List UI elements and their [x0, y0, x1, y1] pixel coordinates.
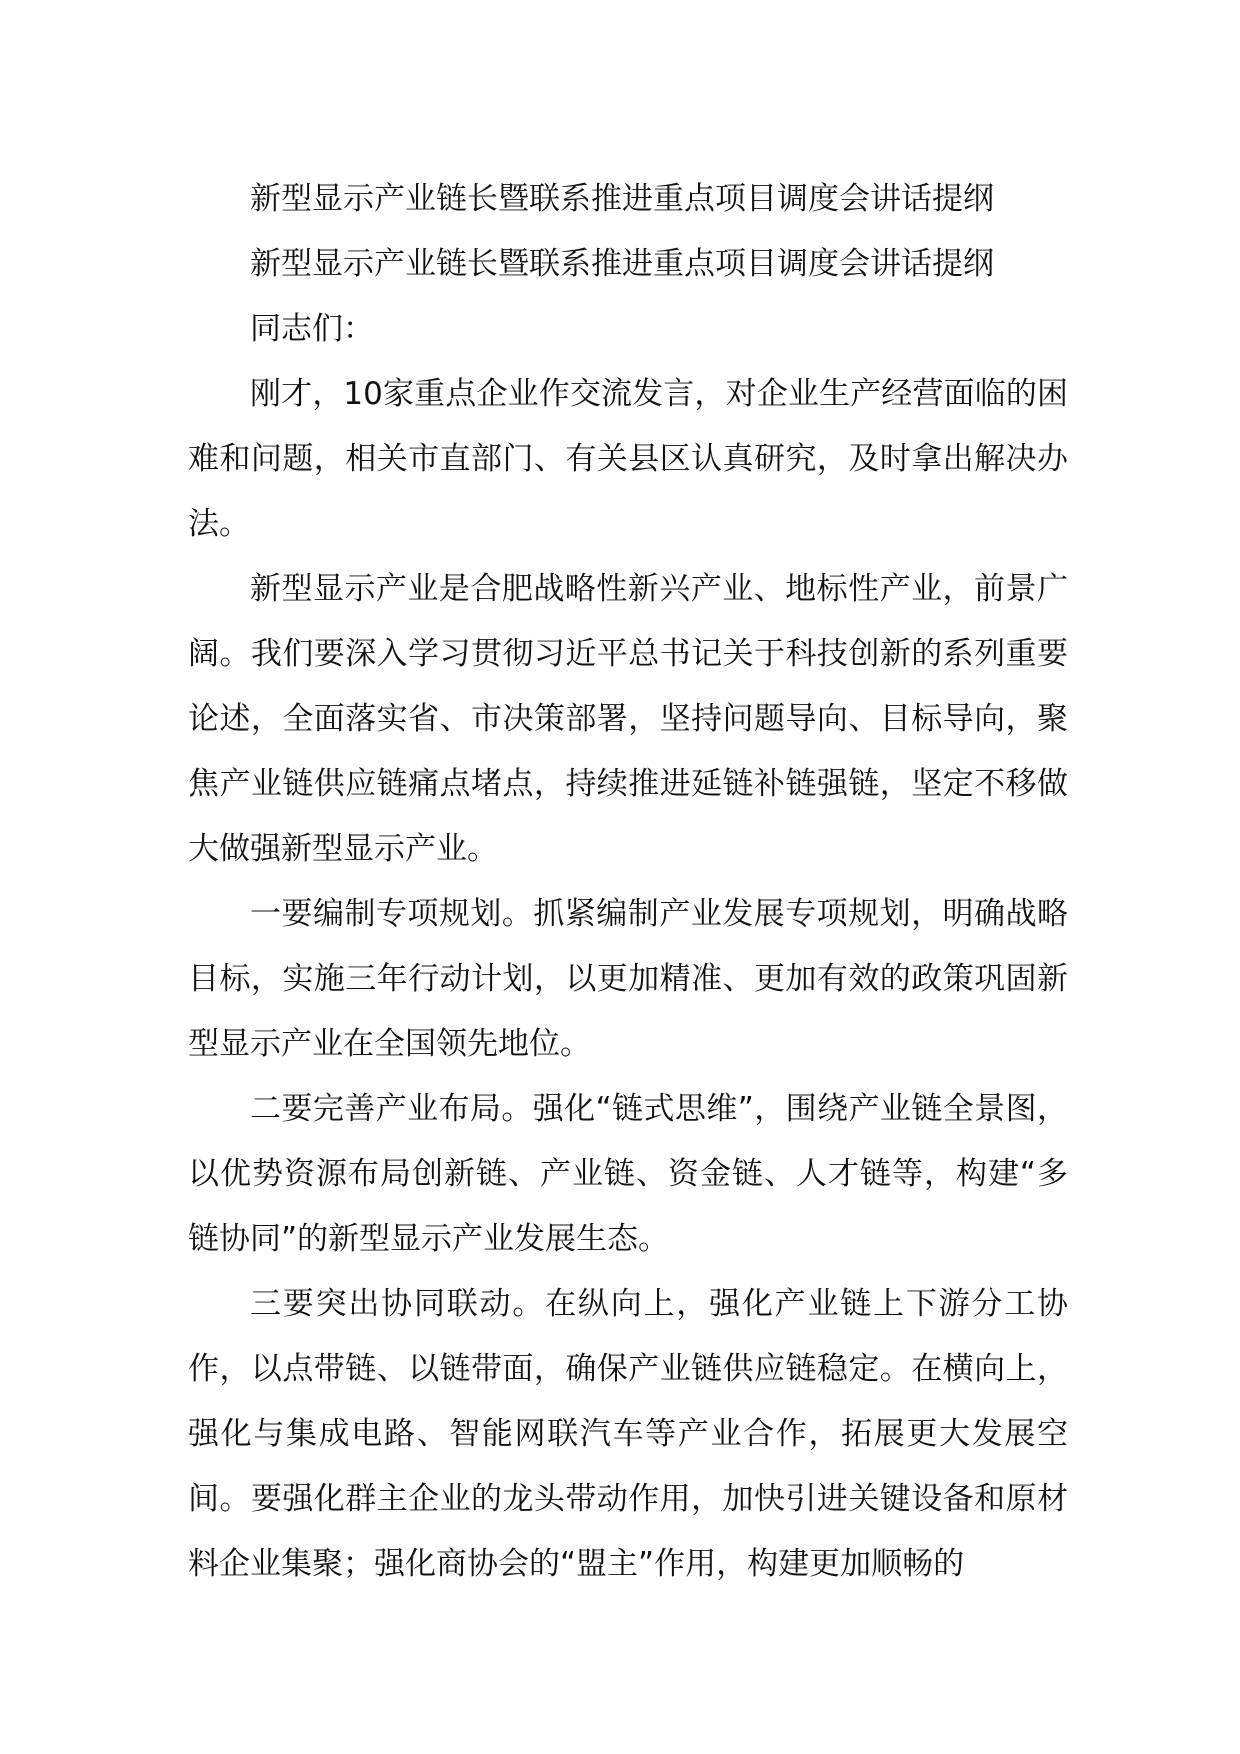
paragraph-1: 刚才，10家重点企业作交流发言，对企业生产经营面临的困难和问题，相关市直部门、有关县区认真研究，及时拿出解决办法。 — [188, 376, 1068, 542]
document-body — [188, 167, 1068, 1597]
document-subtitle: 新型显示产业链长暨联系推进重点项目调度会讲话提纲 — [250, 246, 994, 282]
paragraph-4: 二要完善产业布局。强化“链式思维”，围绕产业链全景图，以优势资源布局创新链、产业链、资金链、人才链等，构建“多链协同”的新型显示产业发展生态。 — [188, 1091, 1068, 1257]
paragraph-2: 新型显示产业是合肥战略性新兴产业、地标性产业，前景广阔。我们要深入学习贯彻习近平总书记关于科技创新的系列重要论述，全面落实省、市决策部署，坚持问题导向、目标导向，聚焦产业链供应链痛点堵点，持续推进延链补链强链，坚定不移做大做强新型显示产业。 — [188, 571, 1068, 867]
paragraph-3: 一要编制专项规划。抓紧编制产业发展专项规划，明确战略目标，实施三年行动计划，以更加精准、更加有效的政策巩固新型显示产业在全国领先地位。 — [188, 896, 1068, 1062]
paragraph-5: 三要突出协同联动。在纵向上，强化产业链上下游分工协作，以点带链、以链带面，确保产业链供应链稳定。在横向上，强化与集成电路、智能网联汽车等产业合作，拓展更大发展空间。要强化群主企业的龙头带动作用，加快引进关键设备和原材料企业集聚；强化商协会的“盟主”作用，构建更加顺畅的 — [188, 1286, 1068, 1582]
salutation: 同志们： — [250, 311, 374, 347]
document-title: 新型显示产业链长暨联系推进重点项目调度会讲话提纲 — [250, 181, 994, 217]
